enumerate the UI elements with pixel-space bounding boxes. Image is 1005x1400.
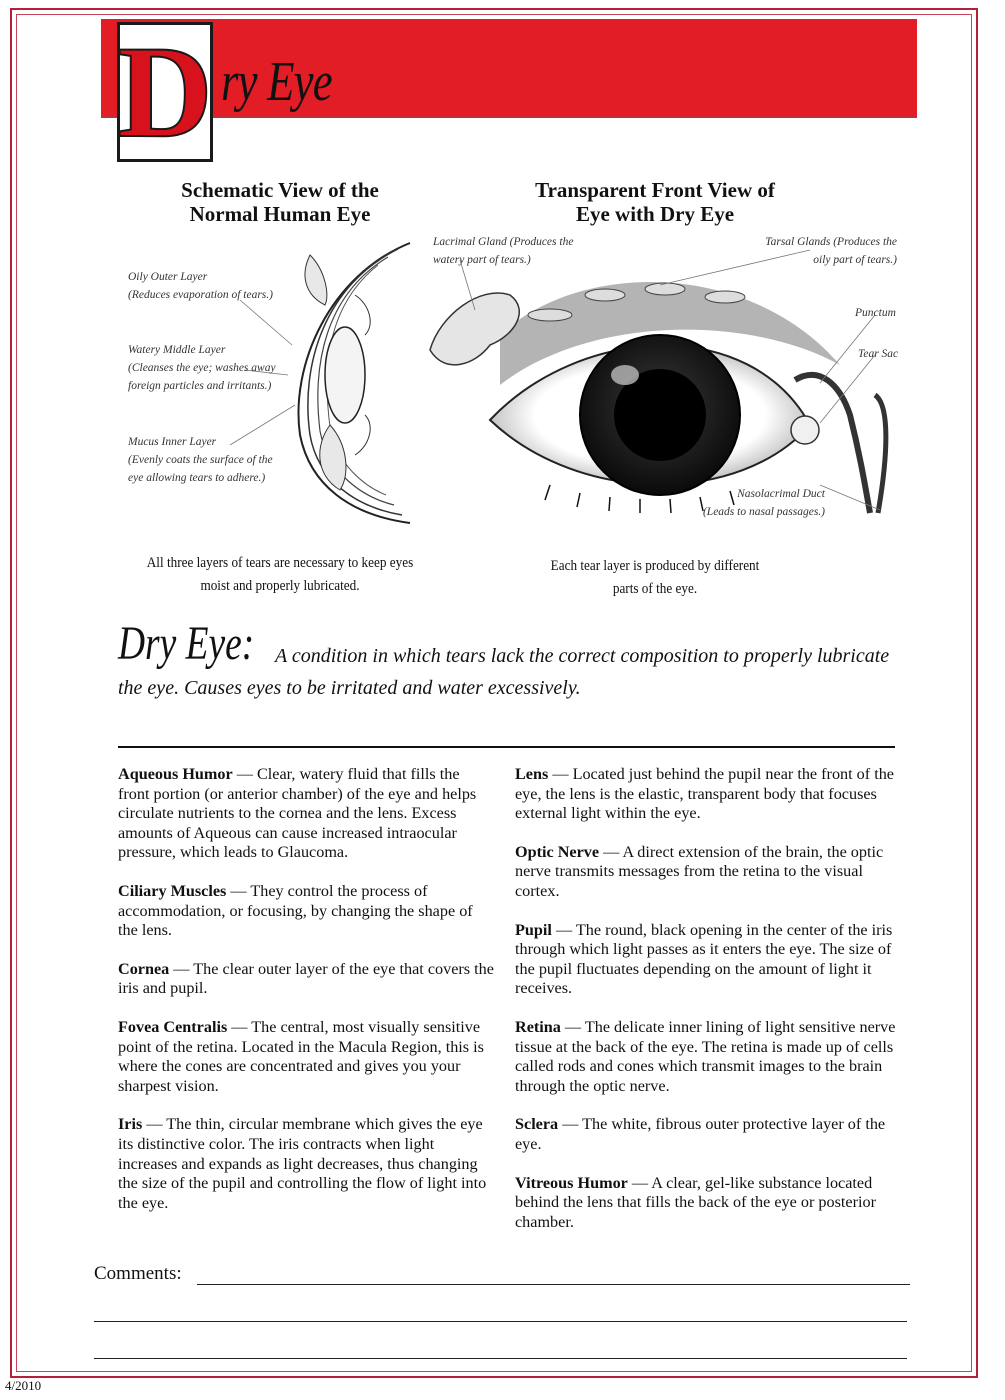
glossary-entry: Pupil — The round, black opening in the center of the iris through which light passes as it enters the eye. The size of the pupil fluctuates depending on the amount of light it receives. bbox=[515, 920, 893, 998]
comments-label: Comments: bbox=[94, 1263, 182, 1284]
comments-line-3[interactable] bbox=[94, 1358, 907, 1359]
glossary-entry: Optic Nerve — A direct extension of the brain, the optic nerve transmits messages from the retina to the visual cortex. bbox=[515, 842, 884, 900]
glossary-entry: Retina — The delicate inner lining of light sensitive nerve tissue at the back of the eye. The retina is made up of cells called rods and cones which transmit images to the brain through the optic nerve. bbox=[515, 1017, 896, 1095]
glossary-entry: Cornea — The clear outer layer of the eye that covers the iris and pupil. bbox=[118, 959, 494, 998]
page-title-rest: ry Eye bbox=[221, 51, 332, 113]
comments-line-1[interactable] bbox=[197, 1284, 910, 1285]
label-punctum: Punctum bbox=[855, 307, 896, 319]
label-watery-middle-layer: Watery Middle Layer (Cleanses the eye; washes away foreign particles and irritants.) bbox=[128, 344, 276, 392]
glossary-entry: Lens — Located just behind the pupil near the front of the eye, the lens is the elastic, transparent body that focuses external light within the eye. bbox=[515, 765, 894, 823]
right-figure-title: Transparent Front View of Eye with Dry Eye bbox=[535, 178, 775, 226]
label-oily-outer-layer: Oily Outer Layer (Reduces evaporation of tears.) bbox=[128, 271, 273, 301]
label-tarsal-glands: Tarsal Glands (Produces the oily part of tears.) bbox=[765, 236, 897, 266]
drop-cap-letter: D bbox=[117, 18, 213, 165]
label-mucus-inner-layer: Mucus Inner Layer (Evenly coats the surface of the eye allowing tears to adhere.) bbox=[128, 436, 273, 484]
definition-term: Dry Eye: bbox=[118, 617, 255, 670]
right-figure-caption: Each tear layer is produced by different parts of the eye. bbox=[550, 558, 760, 597]
label-nasolacrimal-duct: Nasolacrimal Duct (Leads to nasal passages.) bbox=[702, 488, 825, 518]
glossary-entry: Ciliary Muscles — They control the process of accommodation, or focusing, by changing the shape of the lens. bbox=[118, 881, 473, 940]
left-figure-title: Schematic View of the Normal Human Eye bbox=[181, 178, 379, 226]
banner-underline bbox=[101, 116, 917, 118]
label-tear-sac: Tear Sac bbox=[858, 348, 899, 360]
glossary-entry: Fovea Centralis — The central, most visually sensitive point of the retina. Located in the Macula Region, this is where the cones are concentrated and gives you your sharpest vision. bbox=[118, 1017, 484, 1095]
comments-line-2[interactable] bbox=[94, 1321, 907, 1322]
definition-text: A condition in which tears lack the correct composition to properly lubricate the eye. Causes eyes to be irritated and water excessively. bbox=[118, 645, 890, 699]
section-divider bbox=[118, 746, 895, 748]
drop-cap-box bbox=[117, 18, 213, 165]
left-figure-caption: All three layers of tears are necessary to keep eyes moist and properly lubricated. bbox=[146, 555, 414, 594]
glossary-entry: Vitreous Humor — A clear, gel-like substance located behind the lens that fills the back of the eye or posterior chamber. bbox=[515, 1173, 876, 1231]
glossary-entry: Iris — The thin, circular membrane which gives the eye its distinctive color. The iris contracts when light increases and expands as light decreases, thus changing the size of the pupil and controlling the flow of light into the eye. bbox=[118, 1115, 487, 1212]
glossary-entry: Aqueous Humor — Clear, watery fluid that fills the front portion (or anterior chamber) of the eye and helps circulate nutrients to the cornea and the lens. Excess amounts of Aqueous can cause increased intraocular pressure, which leads to Glaucoma. bbox=[118, 765, 477, 862]
label-lacrimal-gland: Lacrimal Gland (Produces the watery part of tears.) bbox=[433, 236, 574, 266]
revision-date: 4/2010 bbox=[5, 1378, 42, 1393]
schematic-eye-illustration bbox=[270, 235, 420, 525]
glossary-entry: Sclera — The white, fibrous outer protective layer of the eye. bbox=[515, 1115, 886, 1153]
glossary-left-column bbox=[118, 765, 494, 1232]
front-eye-illustration bbox=[420, 255, 900, 520]
glossary-right-column bbox=[515, 765, 903, 1251]
